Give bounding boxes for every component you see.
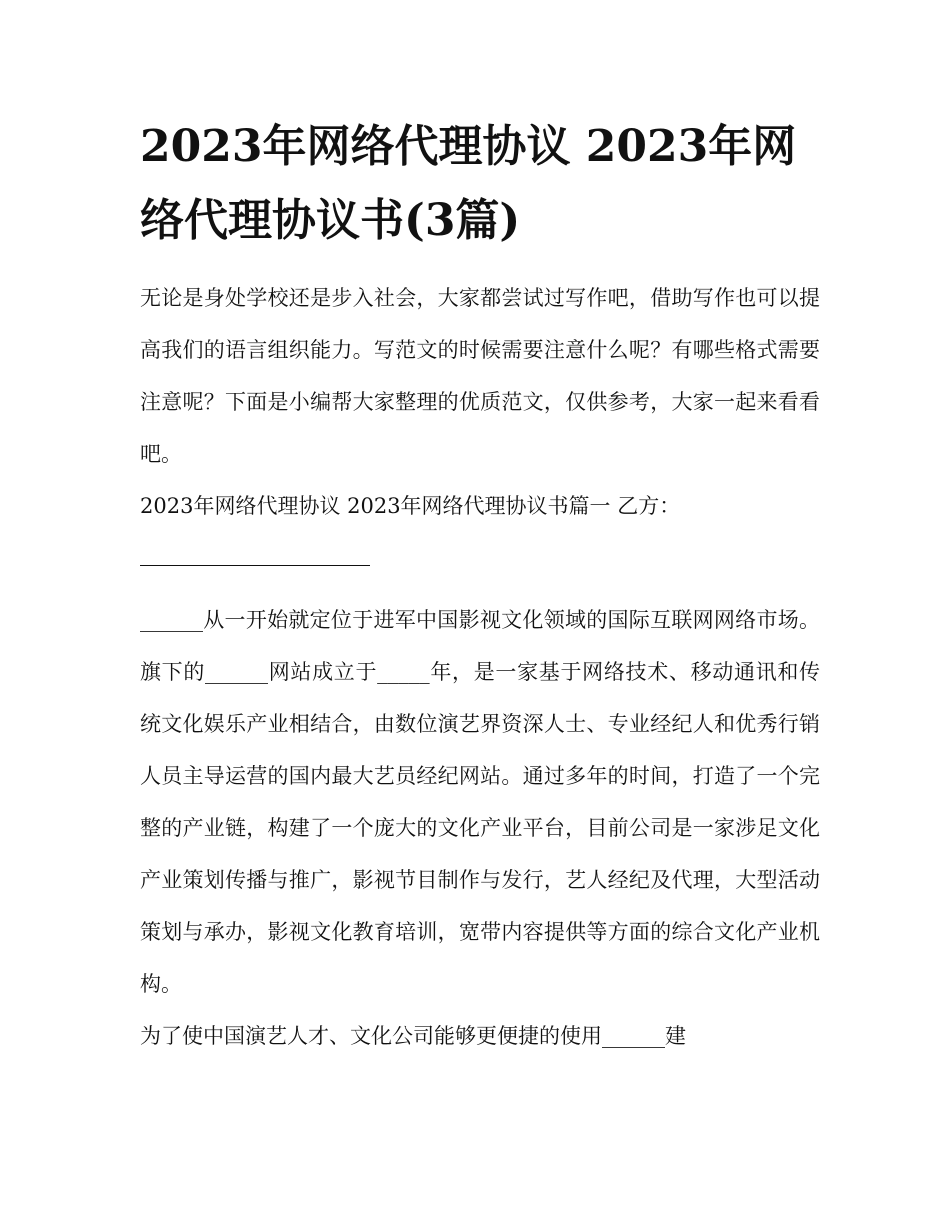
party-b-blank-line <box>140 532 370 584</box>
spacer <box>140 584 820 594</box>
document-page <box>140 110 820 1062</box>
section-heading: 2023年网络代理协议 2023年网络代理协议书篇一 乙方： <box>140 494 681 518</box>
body-paragraph-continued: 为了使中国演艺人才、文化公司能够更便捷的使用______建 <box>140 1024 686 1048</box>
document-title: 2023年网络代理协议 2023年网络代理协议书(3篇) <box>140 121 797 246</box>
intro-paragraph: 无论是身处学校还是步入社会，大家都尝试过写作吧，借助写作也可以提高我们的语言组织能力。写范文的时候需要注意什么呢？有哪些格式需要注意呢？下面是小编帮大家整理的优质范文，仅供参考，大家一起来看看吧。 <box>140 286 820 466</box>
body-paragraph: ______从一开始就定位于进军中国影视文化领域的国际互联网网络市场。旗下的______网站成立于_____年，是一家基于网络技术、移动通讯和传统文化娱乐产业相结合，由数位演艺界资深人士、专业经纪人和优秀行销人员主导运营的国内最大艺员经纪网站。通过多年的时间，打造了一个完整的产业链，构建了一个庞大的文化产业平台，目前公司是一家涉足文化产业策划传播与推广，影视节目制作与发行，艺人经纪及代理，大型活动策划与承办，影视文化教育培训，宽带内容提供等方面的综合文化产业机构。 <box>140 608 820 996</box>
